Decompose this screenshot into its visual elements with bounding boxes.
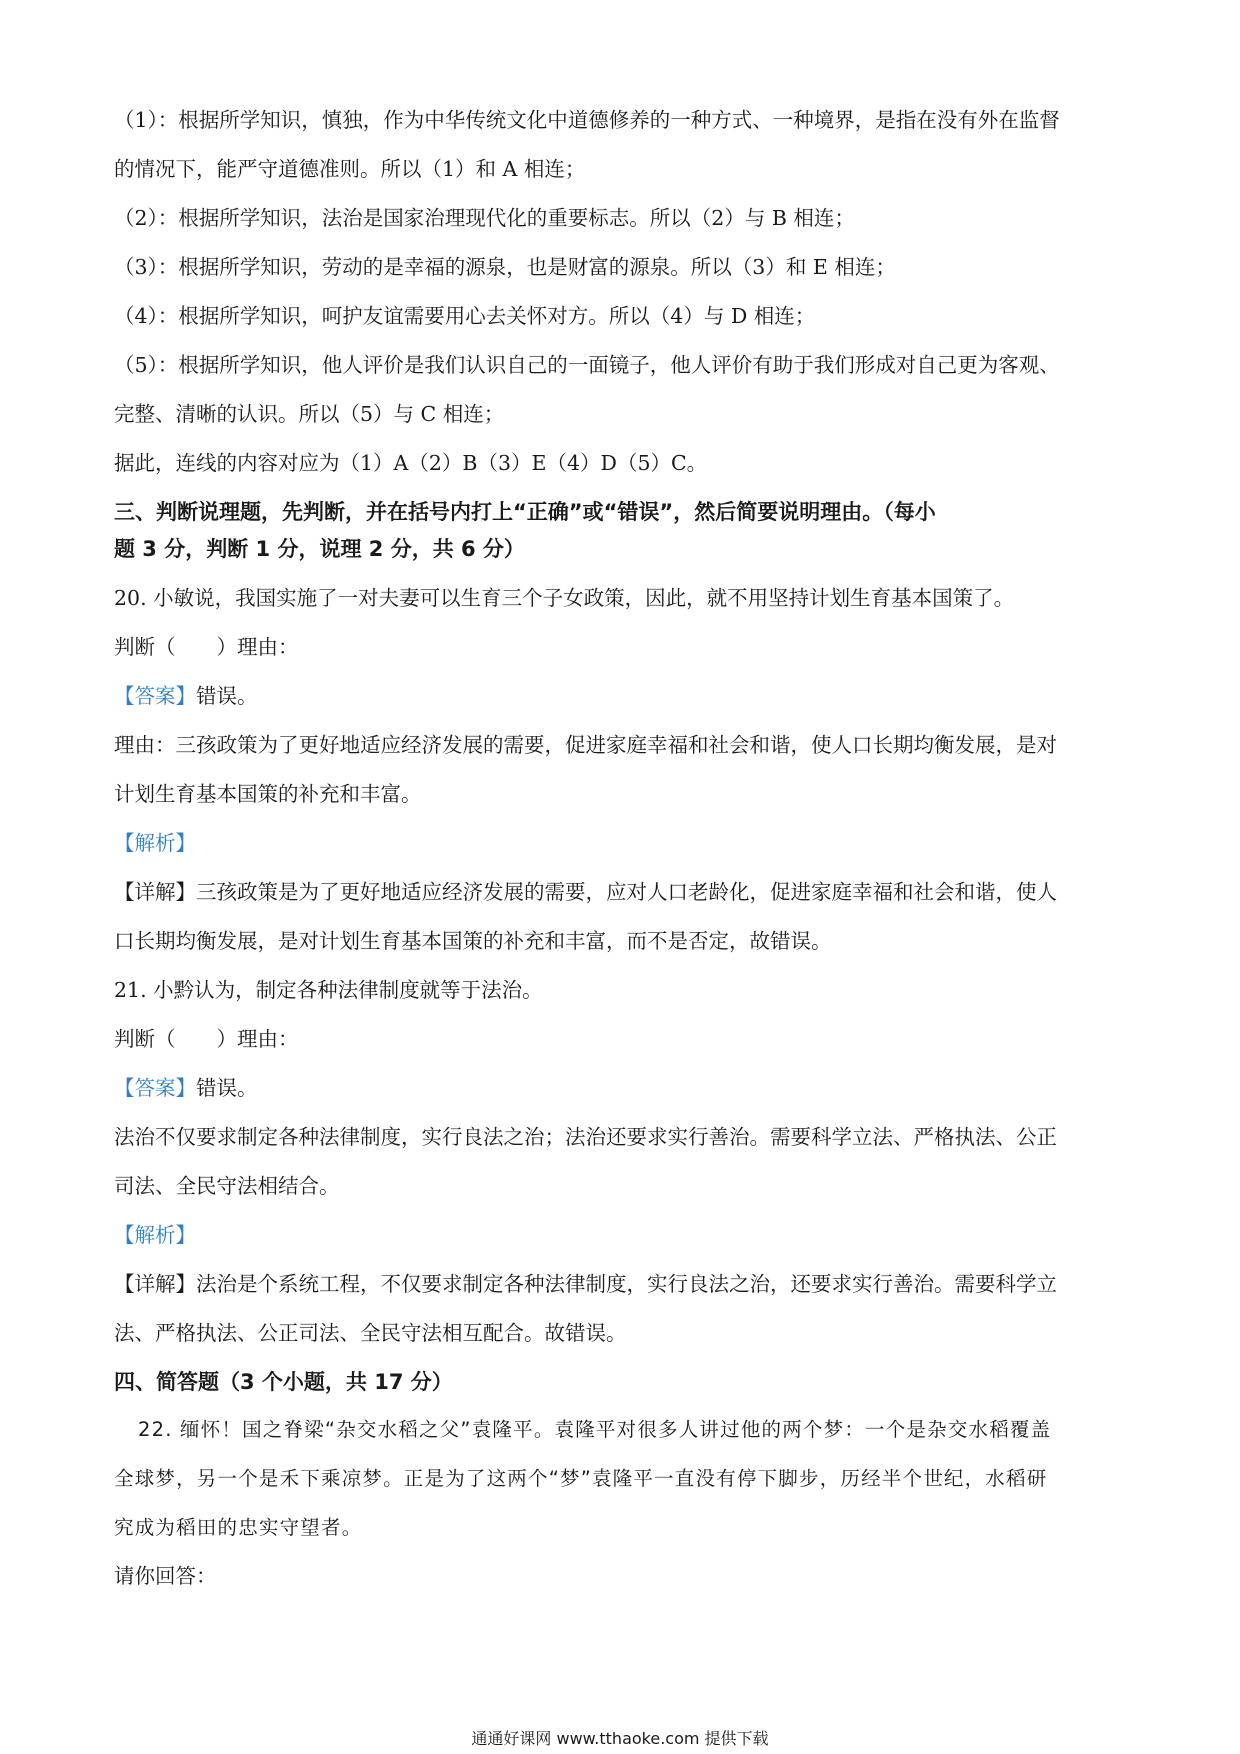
analysis-tag: 【解析】 [114, 1223, 196, 1247]
section-3-heading-line1: 三、判断说理题，先判断，并在括号内打上“正确”或“错误”，然后简要说明理由。（每小 [114, 500, 936, 524]
question-22-line-b: 全球梦，另一个是禾下乘凉梦。正是为了这两个“梦”袁隆平一直没有停下脚步，历经半个世纪，水稻研 [114, 1467, 1048, 1490]
question-21-reason-a: 法治不仅要求制定各种法律制度，实行良法之治；法治还要求实行善治。需要科学立法、严格执法、公正 [114, 1125, 1057, 1149]
question-20-reason-b: 计划生育基本国策的补充和丰富。 [114, 782, 422, 806]
explanation-summary: 据此，连线的内容对应为（1）A（2）B（3）E（4）D（5）C。 [114, 451, 708, 475]
question-20-judge: 判断（ ）理由： [114, 635, 299, 659]
explanation-line-5a: （5）：根据所学知识，他人评价是我们认识自己的一面镜子，他人评价有助于我们形成对自己更为客观、 [114, 353, 1060, 377]
section-4-heading: 四、简答题（3 个小题，共 17 分） [114, 1370, 453, 1394]
question-20: 20. 小敏说，我国实施了一对夫妻可以生育三个子女政策，因此，就不用坚持计划生育基本国策了。 [114, 586, 1015, 610]
question-21-detail-a [114, 1260, 1134, 1309]
answer-text: 错误。 [196, 1076, 258, 1100]
explanation-line-1b: 的情况下，能严守道德准则。所以（1）和 A 相连； [114, 157, 586, 181]
page-footer: 通通好课网 www.tthaoke.com 提供下载 [471, 1729, 769, 1748]
question-20-analysis [114, 819, 1134, 868]
section-3-heading [114, 494, 1134, 568]
question-20-detail-b: 口长期均衡发展，是对计划生育基本国策的补充和丰富，而不是否定，故错误。 [114, 929, 832, 953]
question-20-reason-a: 理由：三孩政策为了更好地适应经济发展的需要，促进家庭幸福和社会和谐，使人口长期均衡发展，是对 [114, 733, 1057, 757]
explanation-line-2: （2）：根据所学知识，法治是国家治理现代化的重要标志。所以（2）与 B 相连； [114, 206, 855, 230]
section-3-heading-line2: 题 3 分，判断 1 分，说理 2 分，共 6 分） [114, 537, 525, 561]
analysis-tag: 【解析】 [114, 831, 196, 855]
explanation-line-3: （3）：根据所学知识，劳动的是幸福的源泉，也是财富的源泉。所以（3）和 E 相连； [114, 255, 896, 279]
document-content [114, 96, 1134, 1601]
answer-text: 错误。 [196, 684, 258, 708]
answer-tag: 【答案】 [114, 1076, 196, 1100]
answer-tag: 【答案】 [114, 684, 196, 708]
question-21-analysis [114, 1211, 1134, 1260]
question-21-detail-b: 法、严格执法、公正司法、全民守法相互配合。故错误。 [114, 1321, 627, 1345]
question-21-answer [114, 1064, 1134, 1113]
detail-text: 法治是个系统工程，不仅要求制定各种法律制度，实行良法之治，还要求实行善治。需要科学立 [196, 1272, 1057, 1296]
explanation-line-4: （4）：根据所学知识，呵护友谊需要用心去关怀对方。所以（4）与 D 相连； [114, 304, 816, 328]
detail-text: 三孩政策是为了更好地适应经济发展的需要，应对人口老龄化，促进家庭幸福和社会和谐，使人 [196, 880, 1057, 904]
question-21-judge: 判断（ ）理由： [114, 1027, 299, 1051]
question-20-answer [114, 672, 1134, 721]
question-22-line-c: 究成为稻田的忠实守望者。 [114, 1516, 363, 1539]
question-21-reason-b: 司法、全民守法相结合。 [114, 1174, 340, 1198]
detail-tag: 【详解】 [114, 880, 196, 904]
question-20-detail-a [114, 868, 1134, 917]
explanation-line-1a: （1）：根据所学知识，慎独，作为中华传统文化中道德修养的一种方式、一种境界，是指在没有外在监督 [114, 108, 1060, 132]
question-21: 21. 小黔认为，制定各种法律制度就等于法治。 [114, 978, 543, 1002]
question-22-line-a: 22. 缅怀！国之脊梁“杂交水稻之父”袁隆平。袁隆平对很多人讲过他的两个梦：一个是杂交水稻覆盖 [138, 1418, 1052, 1441]
question-22-prompt: 请你回答： [114, 1564, 217, 1588]
explanation-line-5b: 完整、清晰的认识。所以（5）与 C 相连； [114, 402, 505, 426]
detail-tag: 【详解】 [114, 1272, 196, 1296]
